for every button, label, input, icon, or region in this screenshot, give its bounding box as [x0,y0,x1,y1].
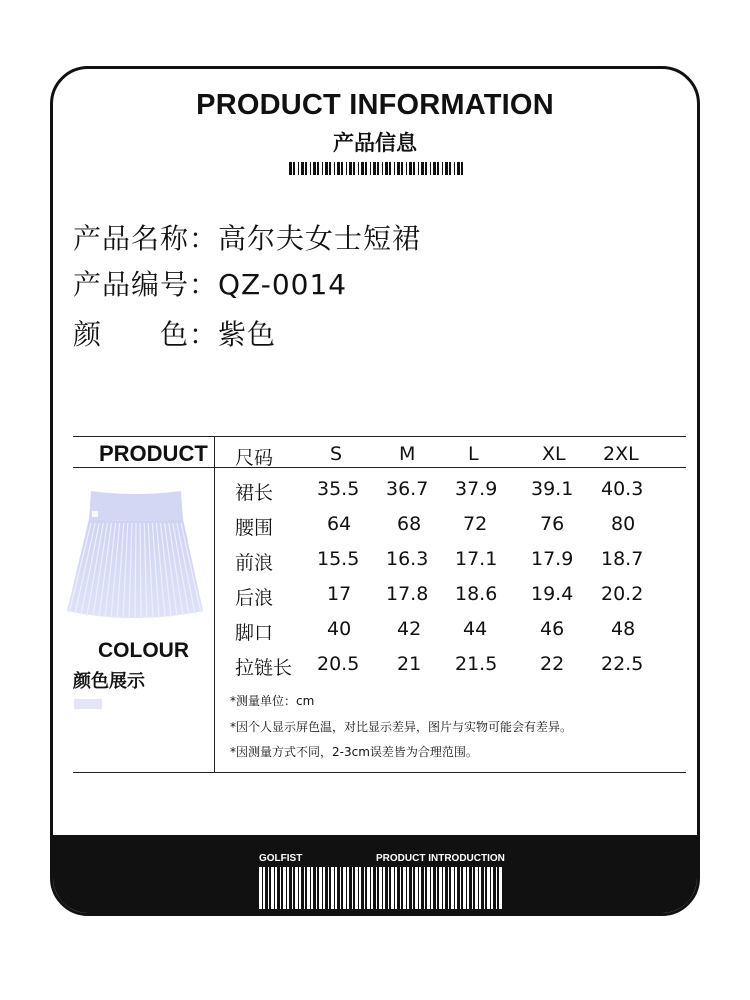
table-cell: 72 [463,513,488,535]
table-cell: 19.4 [531,583,574,605]
size-col-s: S [330,443,343,465]
table-cell: 22.5 [601,653,644,675]
table-cell: 40.3 [601,478,644,500]
table-cell: 21 [397,653,422,675]
table-cell: 80 [611,513,636,535]
table-cell: 68 [397,513,422,535]
size-header: 尺码 [235,447,274,469]
size-col-2xl: 2XL [603,443,639,465]
footer-bar [53,835,697,913]
product-code-label: 产品编号： [73,268,219,301]
table-cell: 17.8 [386,583,429,605]
product-name-value: 高尔夫女士短裙 [218,222,422,255]
product-code-value: QZ-0014 [218,268,348,301]
table-cell: 76 [540,513,565,535]
table-cell: 36.7 [386,478,429,500]
table-cell: 20.2 [601,583,644,605]
table-cell: 40 [327,618,352,640]
row-label-waist: 腰围 [235,517,274,539]
table-cell: 22 [540,653,565,675]
table-divider [214,436,215,772]
table-header-rule [73,467,686,468]
table-cell: 46 [540,618,565,640]
barcode-icon [289,162,464,175]
size-col-l: L [468,443,479,465]
table-cell: 17 [327,583,352,605]
colour-swatch [74,699,102,709]
table-cell: 18.7 [601,548,644,570]
product-code-row [73,263,347,303]
page-title: PRODUCT INFORMATION [196,89,554,121]
table-cell: 64 [327,513,352,535]
product-name-label: 产品名称： [73,222,219,255]
colour-heading-cn: 颜色展示 [73,671,145,692]
product-info-card [50,66,700,916]
table-cell: 44 [463,618,488,640]
row-label-back-rise: 后浪 [235,587,274,609]
note-unit: *测量单位：cm [230,694,315,708]
table-cell: 21.5 [455,653,498,675]
product-color-row [73,313,276,353]
table-cell: 39.1 [531,478,574,500]
table-cell: 35.5 [317,478,360,500]
brand-label: GOLFIST [259,853,303,864]
table-cell: 48 [611,618,636,640]
table-cell: 17.9 [531,548,574,570]
table-cell: 16.3 [386,548,429,570]
footer-label: PRODUCT INTRODUCTION [376,853,505,864]
table-cell: 15.5 [317,548,360,570]
barcode-icon [259,867,504,909]
product-color-value: 紫色 [218,318,277,351]
colour-heading: COLOUR [98,639,189,662]
table-cell: 42 [397,618,422,640]
row-label-length: 裙长 [235,482,274,504]
table-bottom-rule [73,772,686,773]
page-subtitle: 产品信息 [333,131,417,155]
row-label-front-rise: 前浪 [235,552,274,574]
note-tolerance: *因测量方式不同，2-3cm误差皆为合理范围。 [230,745,478,759]
size-col-xl: XL [542,443,566,465]
table-cell: 18.6 [455,583,498,605]
row-label-zipper: 拉链长 [235,657,293,679]
table-top-rule [73,436,686,437]
size-col-m: M [399,443,416,465]
table-cell: 20.5 [317,653,360,675]
note-color-diff: *因个人显示屏色温，对比显示差异，图片与实物可能会有差异。 [230,720,573,734]
product-heading: PRODUCT [99,441,208,466]
table-cell: 37.9 [455,478,498,500]
product-color-label: 颜 色： [73,318,219,351]
pleated-skirt-image [63,487,208,627]
table-cell: 17.1 [455,548,498,570]
product-name-row [73,217,421,257]
row-label-hem: 脚口 [235,622,274,644]
